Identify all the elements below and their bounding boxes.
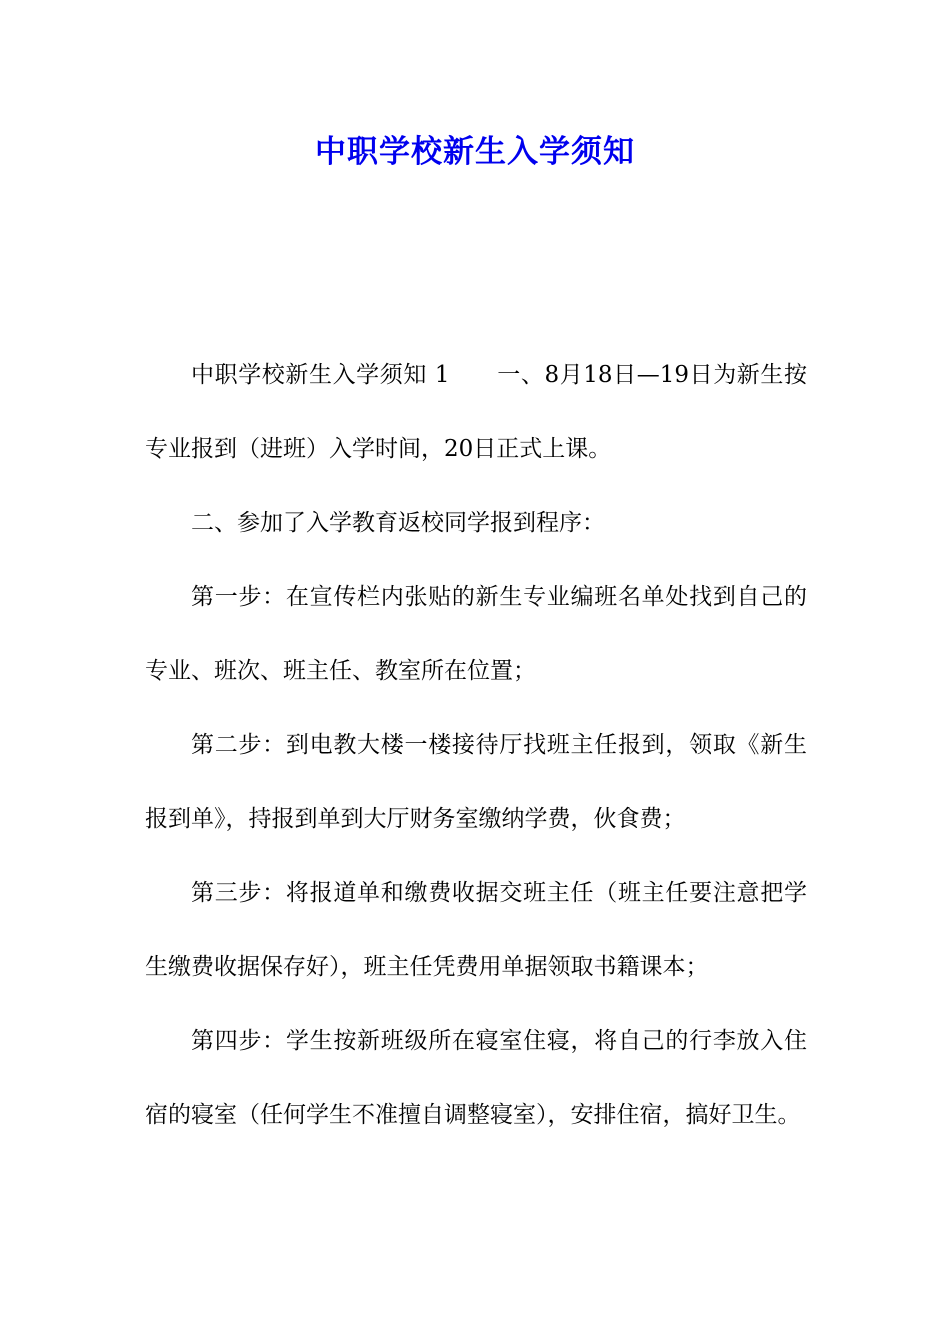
document-body <box>145 338 807 1152</box>
paragraph-step-three: 第三步：将报道单和缴费收据交班主任（班主任要注意把学生缴费收据保存好），班主任凭费用单据领取书籍课本； <box>145 880 807 980</box>
paragraph-step-one: 第一步：在宣传栏内张贴的新生专业编班名单处找到自己的专业、班次、班主任、教室所在位置； <box>145 584 807 684</box>
paragraph-step-two: 第二步：到电教大楼一楼接待厅找班主任报到，领取《新生报到单》，持报到单到大厅财务室缴纳学费，伙食费； <box>145 732 807 832</box>
paragraph-step-four: 第四步：学生按新班级所在寝室住寝，将自己的行李放入住宿的寝室（任何学生不准擅自调整寝室），安排住宿，搞好卫生。 <box>145 1028 807 1128</box>
paragraph-procedure-heading: 二、参加了入学教育返校同学报到程序： <box>191 510 605 536</box>
document-title: 中职学校新生入学须知 <box>315 134 635 170</box>
paragraph-intro: 中职学校新生入学须知 1 一、8月18日—19日为新生按专业报到（进班）入学时间，20日正式上课。 <box>145 362 807 462</box>
